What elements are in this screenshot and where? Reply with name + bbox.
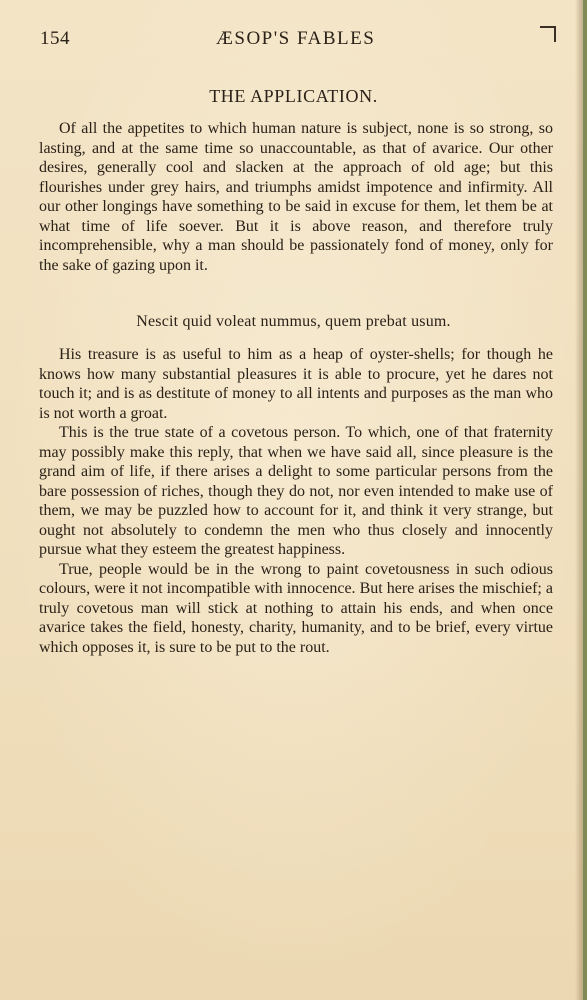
paragraph: His treasure is as useful to him as a heap of oyster-shells; for though he knows how many substantial pleasures it is able to procure, yet he dares not touch it; and is as destitute of money to all intents and purposes as the man who is not worth a groat. xyxy=(39,346,553,422)
corner-mark xyxy=(540,26,556,42)
page-edge-shadow xyxy=(575,0,587,1000)
body-text-lower xyxy=(39,345,553,657)
page-header xyxy=(40,28,540,52)
paragraph: True, people would be in the wrong to paint covetousness in such odious colours, were it not incompatible with innocence. But here arises the mischief; a truly covetous man will stick at nothing to attain his ends, and when once avarice takes the field, honesty, charity, humanity, and to be brief, every virtue which opposes it, is sure to be put to the rout. xyxy=(39,560,553,656)
section-heading: THE APPLICATION. xyxy=(209,86,378,106)
latin-quote: Nescit quid voleat nummus, quem prebat usum. xyxy=(136,313,451,330)
running-title: ÆSOP'S FABLES xyxy=(216,28,376,49)
body-text-upper xyxy=(39,119,553,275)
page-number: 154 xyxy=(40,28,70,49)
paragraph: Of all the appetites to which human nature is subject, none is so strong, so lasting, and at the same time so unaccountable, as that of avarice. Our other desires, generally cool and slacken at the approach of old age; but this flourishes under grey hairs, and triumphs amidst impotence and infirmity. All our other longings have something to be said in excuse for them, let them be at what time of life soever. But it is above reason, and therefore truly incomprehensible, why a man should be passionately fond of money, only for the sake of gazing upon it. xyxy=(39,120,553,274)
paragraph: This is the true state of a covetous person. To which, one of that fraternity may possibly make this reply, that when we have said all, since pleasure is the grand aim of life, if there arises a delight to some particular persons from the bare possession of riches, though they do not, nor even intended to make use of them, we may be puzzled how to account for it, and think it very strange, but ought not absolutely to condemn the men who thus closely and innocently pursue what they esteem the greatest happiness. xyxy=(39,424,553,558)
